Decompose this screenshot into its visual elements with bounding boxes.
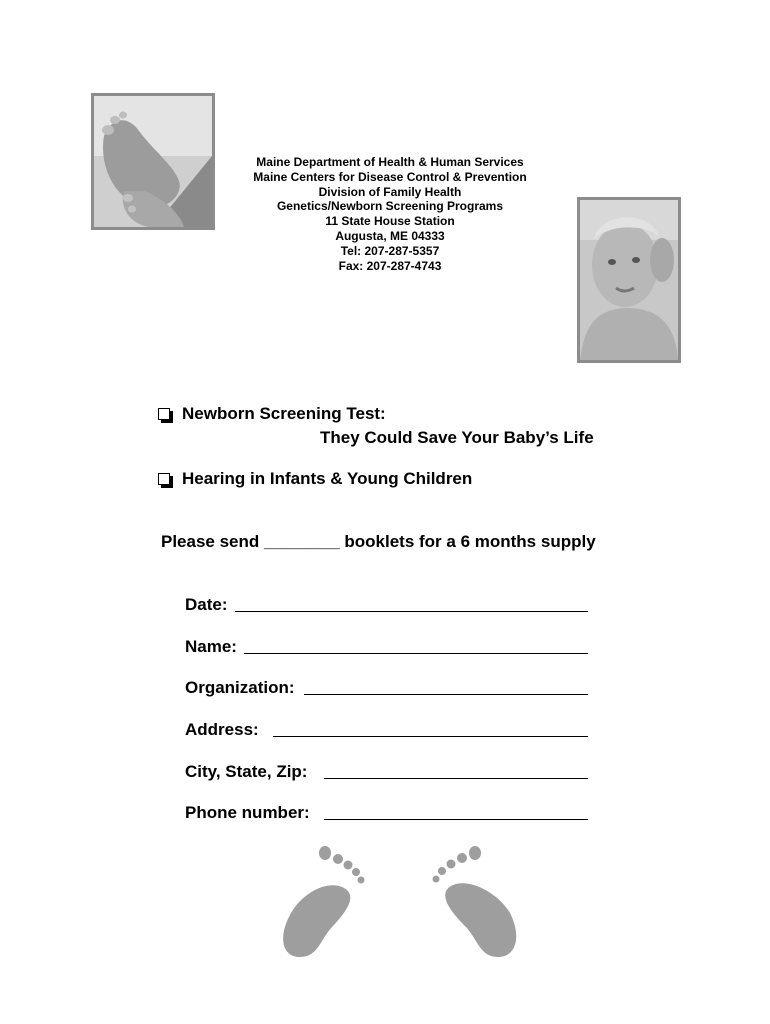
address-field [185, 720, 588, 740]
address-line: Maine Centers for Disease Control & Prevention [253, 169, 527, 184]
address-line: Fax: 207-287-4743 [338, 258, 442, 273]
address-line: 11 State House Station [325, 214, 455, 229]
newborn-screening-subtitle: They Could Save Your Baby’s Life [320, 428, 594, 447]
date-field [185, 595, 588, 615]
city-state-zip-field [185, 762, 588, 782]
checkbox-newborn[interactable] [158, 408, 170, 420]
address-line: Augusta, ME 04333 [335, 228, 445, 243]
supply-prefix: Please send [161, 532, 260, 551]
address-line: Division of Family Health [318, 184, 462, 199]
checkbox-hearing[interactable] [158, 473, 170, 485]
name-input-line[interactable] [244, 637, 588, 654]
supply-suffix: booklets for a 6 months supply [344, 532, 596, 551]
address-line: Tel: 207-287-5357 [340, 243, 440, 258]
baby-portrait-photo [577, 197, 681, 363]
supply-quantity-blank[interactable]: ________ [264, 532, 340, 551]
phone-input-line[interactable] [324, 803, 588, 820]
city-state-zip-input-line[interactable] [324, 762, 588, 779]
agency-address-block [230, 155, 550, 273]
address-label: Address: [185, 720, 259, 739]
right-footprint [445, 883, 516, 957]
name-field [185, 637, 588, 657]
organization-input-line[interactable] [304, 678, 588, 695]
footprints-graphic [270, 845, 530, 960]
date-input-line[interactable] [235, 595, 588, 612]
phone-label: Phone number: [185, 803, 310, 822]
hearing-title: Hearing in Infants & Young Children [182, 469, 473, 488]
newborn-screening-option[interactable] [158, 404, 386, 424]
organization-field [185, 678, 588, 698]
date-label: Date: [185, 595, 228, 614]
city-state-zip-label: City, State, Zip: [185, 762, 308, 781]
address-line: Genetics/Newborn Screening Programs [276, 199, 504, 214]
baby-feet-photo [91, 93, 215, 230]
left-footprint [283, 885, 350, 957]
organization-label: Organization: [185, 678, 295, 697]
name-label: Name: [185, 637, 237, 656]
supply-request-line [161, 532, 596, 552]
hearing-option[interactable] [158, 469, 472, 489]
phone-field [185, 803, 588, 823]
address-input-line[interactable] [273, 720, 588, 737]
address-line: Maine Department of Health & Human Services [256, 155, 524, 169]
newborn-screening-title: Newborn Screening Test: [182, 404, 386, 423]
